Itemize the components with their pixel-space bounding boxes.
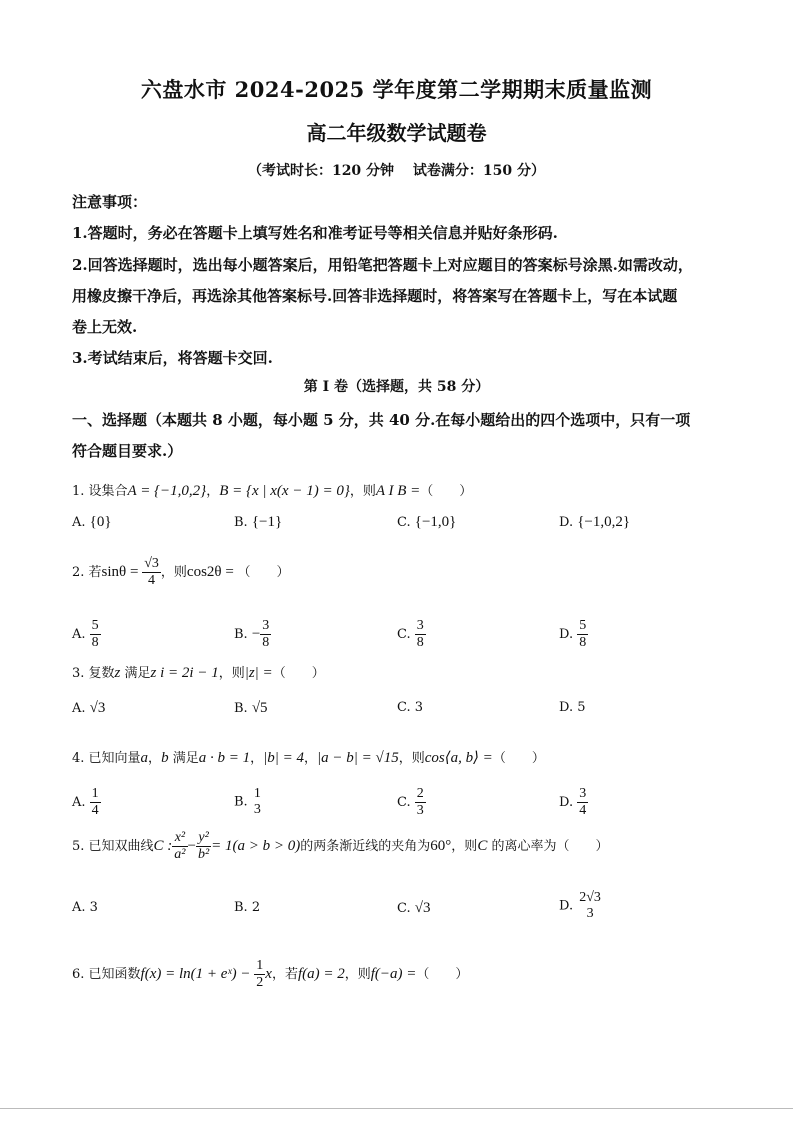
notice-item-3: 3.考试结束后，将答题卡交回. xyxy=(72,349,273,367)
q3-option-a: A. √3 xyxy=(72,700,106,716)
q5-option-a: A. 3 xyxy=(72,900,98,915)
q1-mid: ，则 xyxy=(349,484,376,499)
q4-cos: cos⟨a, b⟩ = xyxy=(424,750,493,766)
page-bottom-divider xyxy=(0,1108,793,1109)
q1-option-d: D. {−1,0,2} xyxy=(559,514,631,530)
q2-option-c: C. $\frac{3}{8}$ xyxy=(397,618,424,650)
q4-norm-diff: |a − b| = √15 xyxy=(316,750,399,766)
q3-modulus: |z| = xyxy=(244,665,273,681)
q1-option-a: A. {0} xyxy=(72,514,112,530)
q1-set-b: B = {x | x(x − 1) = 0} xyxy=(219,483,350,499)
q4-option-c: C. $\frac{2}{3}$ xyxy=(397,786,424,818)
q1-set-a: A = {−1,0,2} xyxy=(127,483,207,499)
notice-item-2-line1: 2.回答选择题时，选出每小题答案后，用铅笔把答题卡上对应题目的答案标号涂黑.如需改动， xyxy=(72,256,693,274)
question-1 xyxy=(72,480,472,500)
notice-item-1: 1.答题时，务必在答题卡上填写姓名和准考证号等相关信息并贴好条形码. xyxy=(72,224,558,242)
question-2: 2. 若sinθ = $\frac{√3}{4}$ ，则cos2θ = （ ） xyxy=(72,556,290,588)
q4-option-b: B. 1 3 xyxy=(234,786,261,817)
notice-item-2-line3: 卷上无效. xyxy=(72,318,138,336)
exam-info: （考试时长：120 分钟 试卷满分：150 分） xyxy=(247,163,546,179)
question-4: 4. 已知向量a，b 满足a · b = 1，|b| = 4，|a − b| = √15，则cos⟨a, b⟩ =（ ） xyxy=(72,750,545,766)
q4-norm-b: |b| = 4 xyxy=(263,750,304,766)
q1-expr: A I B = xyxy=(375,483,421,499)
q5-option-d: D. 2√3 3 xyxy=(559,890,601,921)
notice-item-2-line2: 用橡皮擦干净后，再选涂其他答案标号.回答非选择题时，将答案写在答题卡上，写在本试题 xyxy=(72,287,678,305)
q5-option-c: C. √3 xyxy=(397,900,431,916)
q2-cos: cos2θ = xyxy=(186,564,238,580)
q3-option-c: C. 3 xyxy=(397,700,424,715)
q1-paren: （ ） xyxy=(420,484,473,499)
q4-option-a: A. $\frac{1}{4}$ xyxy=(72,786,99,818)
q2-fraction: $\frac{√3}{4}$ xyxy=(144,556,159,588)
q5-option-b: B. 2 xyxy=(234,900,261,915)
q1-lead: 1. 设集合 xyxy=(72,484,128,499)
notice-heading: 注意事项： xyxy=(72,193,148,211)
part-intro-line2: 符合题目要求.） xyxy=(72,442,183,460)
exam-subtitle: 高二年级数学试题卷 xyxy=(306,121,487,145)
q4-option-d: D. $\frac{3}{4}$ xyxy=(559,786,587,818)
question-5: 5. 已知双曲线C : $\frac{\text{x²}}{\text{a²}}$ − $\frac{\text{y²}}{\text{b²}}$ = 1(a > b > 0)的两条渐近线的夹角为60°，则C 的离心率为（ ） xyxy=(72,830,609,862)
q2-option-b: B. − $\frac{3}{8}$ xyxy=(234,618,270,650)
q3-option-d: D. 5 xyxy=(559,700,586,715)
q2-option-d: D. $\frac{5}{8}$ xyxy=(559,618,587,650)
question-6: 6. 已知函数f(x) = ln(1 + eˣ) − $\frac{1}{2}$ x，若f(a) = 2，则f(−a) =（ ） xyxy=(72,958,469,990)
q3-expr: z i = 2i − 1 xyxy=(150,665,219,681)
q1-option-c: C. {−1,0} xyxy=(397,514,457,530)
part-intro-line1: 一、选择题（本题共 8 小题，每小题 5 分，共 40 分.在每小题给出的四个选项中，只有一项 xyxy=(72,411,691,429)
question-3: 3. 复数z 满足z i = 2i − 1，则|z| =（ ） xyxy=(72,665,325,681)
q1-option-b: B. {−1} xyxy=(234,514,283,530)
q6-function: f(x) = ln(1 + eˣ) − xyxy=(140,966,255,982)
q1-comma: ， xyxy=(206,484,220,499)
exam-title: 六盘水市 2024-2025 学年度第二学期期末质量监测 xyxy=(140,77,653,102)
section-title: 第 I 卷（选择题，共 58 分） xyxy=(303,379,490,395)
q4-dot: a · b = 1 xyxy=(198,750,251,766)
q3-option-b: B. √5 xyxy=(234,700,268,716)
q2-option-a: A. $\frac{5}{8}$ xyxy=(72,618,99,650)
q2-sin: sinθ = xyxy=(101,564,143,580)
